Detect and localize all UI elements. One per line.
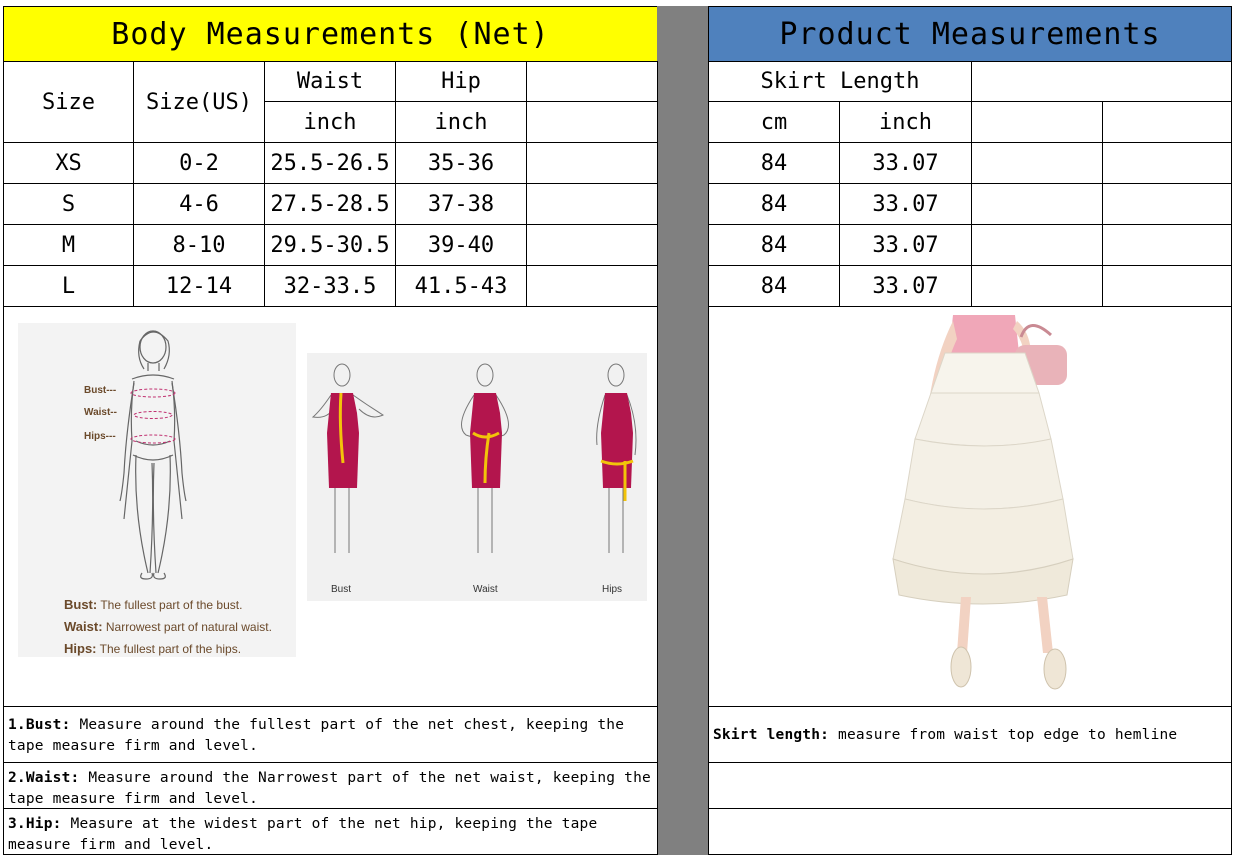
note-text: measure from waist top edge to hemline	[829, 727, 1178, 743]
cm-cell: 84	[708, 224, 840, 266]
empty-cell	[1102, 142, 1232, 184]
note-bust	[3, 706, 658, 763]
inch-cell: 33.07	[839, 183, 972, 225]
empty-cell	[971, 61, 1232, 102]
col-header-size-us: Size(US)	[133, 61, 265, 143]
empty-cell	[526, 142, 658, 184]
legend-text: Narrowest part of natural waist.	[105, 620, 272, 634]
col-header-size: Size	[3, 61, 134, 143]
col-header-hip: Hip	[395, 61, 527, 102]
size-us-cell: 4-6	[133, 183, 265, 225]
legend-term: Bust:	[64, 597, 98, 612]
unit-cm: cm	[708, 101, 840, 143]
note-text: Measure around the fullest part of the net chest, keeping the tape measure firm and level.	[8, 717, 625, 754]
size-cell: L	[3, 265, 134, 307]
empty-cell	[1102, 101, 1232, 143]
waist-cell: 32-33.5	[264, 265, 396, 307]
cm-cell: 84	[708, 265, 840, 307]
unit-hip: inch	[395, 101, 527, 143]
empty-note	[708, 808, 1232, 855]
body-outline-figure	[18, 323, 296, 583]
inch-cell: 33.07	[839, 142, 972, 184]
product-photo-panel	[708, 306, 1232, 707]
size-cell: M	[3, 224, 134, 266]
legend-term: Waist:	[64, 619, 103, 634]
empty-cell	[526, 224, 658, 266]
waist-cell: 25.5-26.5	[264, 142, 396, 184]
size-cell: XS	[3, 142, 134, 184]
waist-cell: 29.5-30.5	[264, 224, 396, 266]
empty-cell	[526, 183, 658, 225]
note-term: 2.Waist:	[8, 770, 80, 786]
dress-figures-diagram	[307, 353, 647, 601]
empty-cell	[971, 183, 1103, 225]
waist-cell: 27.5-28.5	[264, 183, 396, 225]
empty-cell	[1102, 183, 1232, 225]
note-hip	[3, 808, 658, 855]
unit-waist: inch	[264, 101, 396, 143]
legend-term: Hips:	[64, 641, 97, 656]
inch-cell: 33.07	[839, 265, 972, 307]
legend-waist	[64, 619, 272, 634]
skirt-product-photo	[709, 307, 1233, 706]
empty-cell	[526, 265, 658, 307]
column-separator	[657, 6, 709, 855]
hip-cell: 41.5-43	[395, 265, 527, 307]
note-waist	[3, 762, 658, 809]
empty-cell	[971, 101, 1103, 143]
measurement-diagram-panel	[3, 306, 658, 707]
empty-cell	[971, 265, 1103, 307]
col-header-skirt-length: Skirt Length	[708, 61, 972, 102]
legend-hips	[64, 641, 241, 656]
empty-cell	[526, 61, 658, 102]
size-us-cell: 0-2	[133, 142, 265, 184]
note-term: 1.Bust:	[8, 717, 71, 733]
hip-cell: 35-36	[395, 142, 527, 184]
legend-bust	[64, 597, 242, 612]
col-header-waist: Waist	[264, 61, 396, 102]
dress-label-bust: Bust	[331, 584, 352, 595]
note-text: Measure at the widest part of the net hip, keeping the tape measure firm and level.	[8, 816, 598, 853]
body-outline-diagram	[18, 323, 296, 657]
note-term: 3.Hip:	[8, 816, 62, 832]
empty-cell	[1102, 224, 1232, 266]
empty-cell	[971, 142, 1103, 184]
legend-text: The fullest part of the hips.	[99, 642, 242, 656]
cm-cell: 84	[708, 142, 840, 184]
waist-tag: Waist--	[84, 407, 117, 418]
body-measurements-header: Body Measurements (Net)	[3, 6, 658, 62]
dress-figures	[307, 353, 647, 583]
cm-cell: 84	[708, 183, 840, 225]
empty-cell	[971, 224, 1103, 266]
dress-label-waist: Waist	[473, 584, 498, 595]
note-skirt-length	[708, 706, 1232, 763]
note-text: Measure around the Narrowest part of the net waist, keeping the tape measure firm and level.	[8, 770, 651, 807]
dress-label-hips: Hips	[602, 584, 623, 595]
size-cell: S	[3, 183, 134, 225]
empty-cell	[526, 101, 658, 143]
hips-tag: Hips---	[84, 431, 116, 442]
unit-inch: inch	[839, 101, 972, 143]
hip-cell: 37-38	[395, 183, 527, 225]
hip-cell: 39-40	[395, 224, 527, 266]
product-measurements-header: Product Measurements	[708, 6, 1232, 62]
legend-text: The fullest part of the bust.	[100, 598, 243, 612]
size-us-cell: 8-10	[133, 224, 265, 266]
empty-note	[708, 762, 1232, 809]
note-term: Skirt length:	[713, 727, 830, 743]
empty-cell	[1102, 265, 1232, 307]
bust-tag: Bust---	[84, 385, 117, 396]
inch-cell: 33.07	[839, 224, 972, 266]
size-us-cell: 12-14	[133, 265, 265, 307]
